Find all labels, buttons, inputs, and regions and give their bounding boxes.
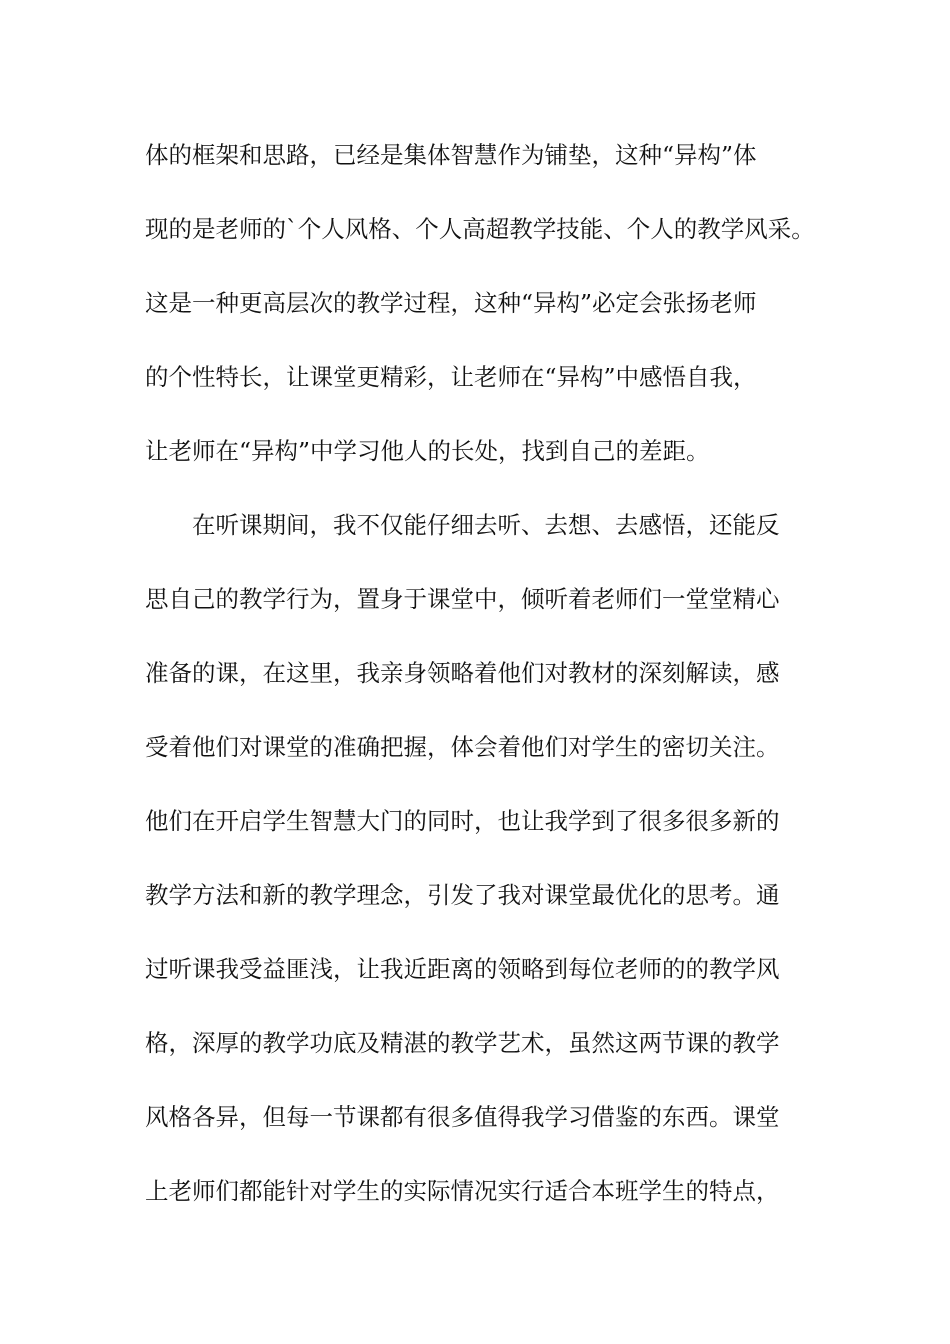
text-line: 他们在开启学生智慧大门的同时，也让我学到了很多很多新的: [145, 807, 780, 835]
text-line: 思自己的教学行为，置身于课堂中，倾听着老师们一堂堂精心: [145, 585, 780, 613]
paragraph-start-line: 在听课期间，我不仅能仔细去听、去想、去感悟，还能反: [192, 511, 780, 539]
text-line: 这是一种更高层次的教学过程，这种“异构”必定会张扬老师: [145, 289, 757, 317]
text-line: 受着他们对课堂的准确把握，体会着他们对学生的密切关注。: [145, 733, 780, 761]
text-line: 准备的课，在这里，我亲身领略着他们对教材的深刻解读，感: [145, 659, 780, 687]
text-line: 体的框架和思路，已经是集体智慧作为铺垫，这种“异构”体: [145, 141, 757, 169]
text-line: 风格各异，但每一节课都有很多值得我学习借鉴的东西。课堂: [145, 1103, 780, 1131]
text-line: 上老师们都能针对学生的实际情况实行适合本班学生的特点，: [145, 1177, 780, 1205]
body-text: [145, 131, 825, 1241]
text-line: 教学方法和新的教学理念，引发了我对课堂最优化的思考。通: [145, 881, 780, 909]
text-line: 让老师在“异构”中学习他人的长处，找到自己的差距。: [145, 437, 710, 465]
text-line: 的个性特长，让课堂更精彩，让老师在“异构”中感悟自我，: [145, 363, 757, 391]
text-line: 格，深厚的教学功底及精湛的教学艺术，虽然这两节课的教学: [145, 1029, 780, 1057]
text-line: 现的是老师的`个人风格、个人高超教学技能、个人的教学风采。: [145, 215, 815, 243]
text-line: 过听课我受益匪浅，让我近距离的领略到每位老师的的教学风: [145, 955, 780, 983]
